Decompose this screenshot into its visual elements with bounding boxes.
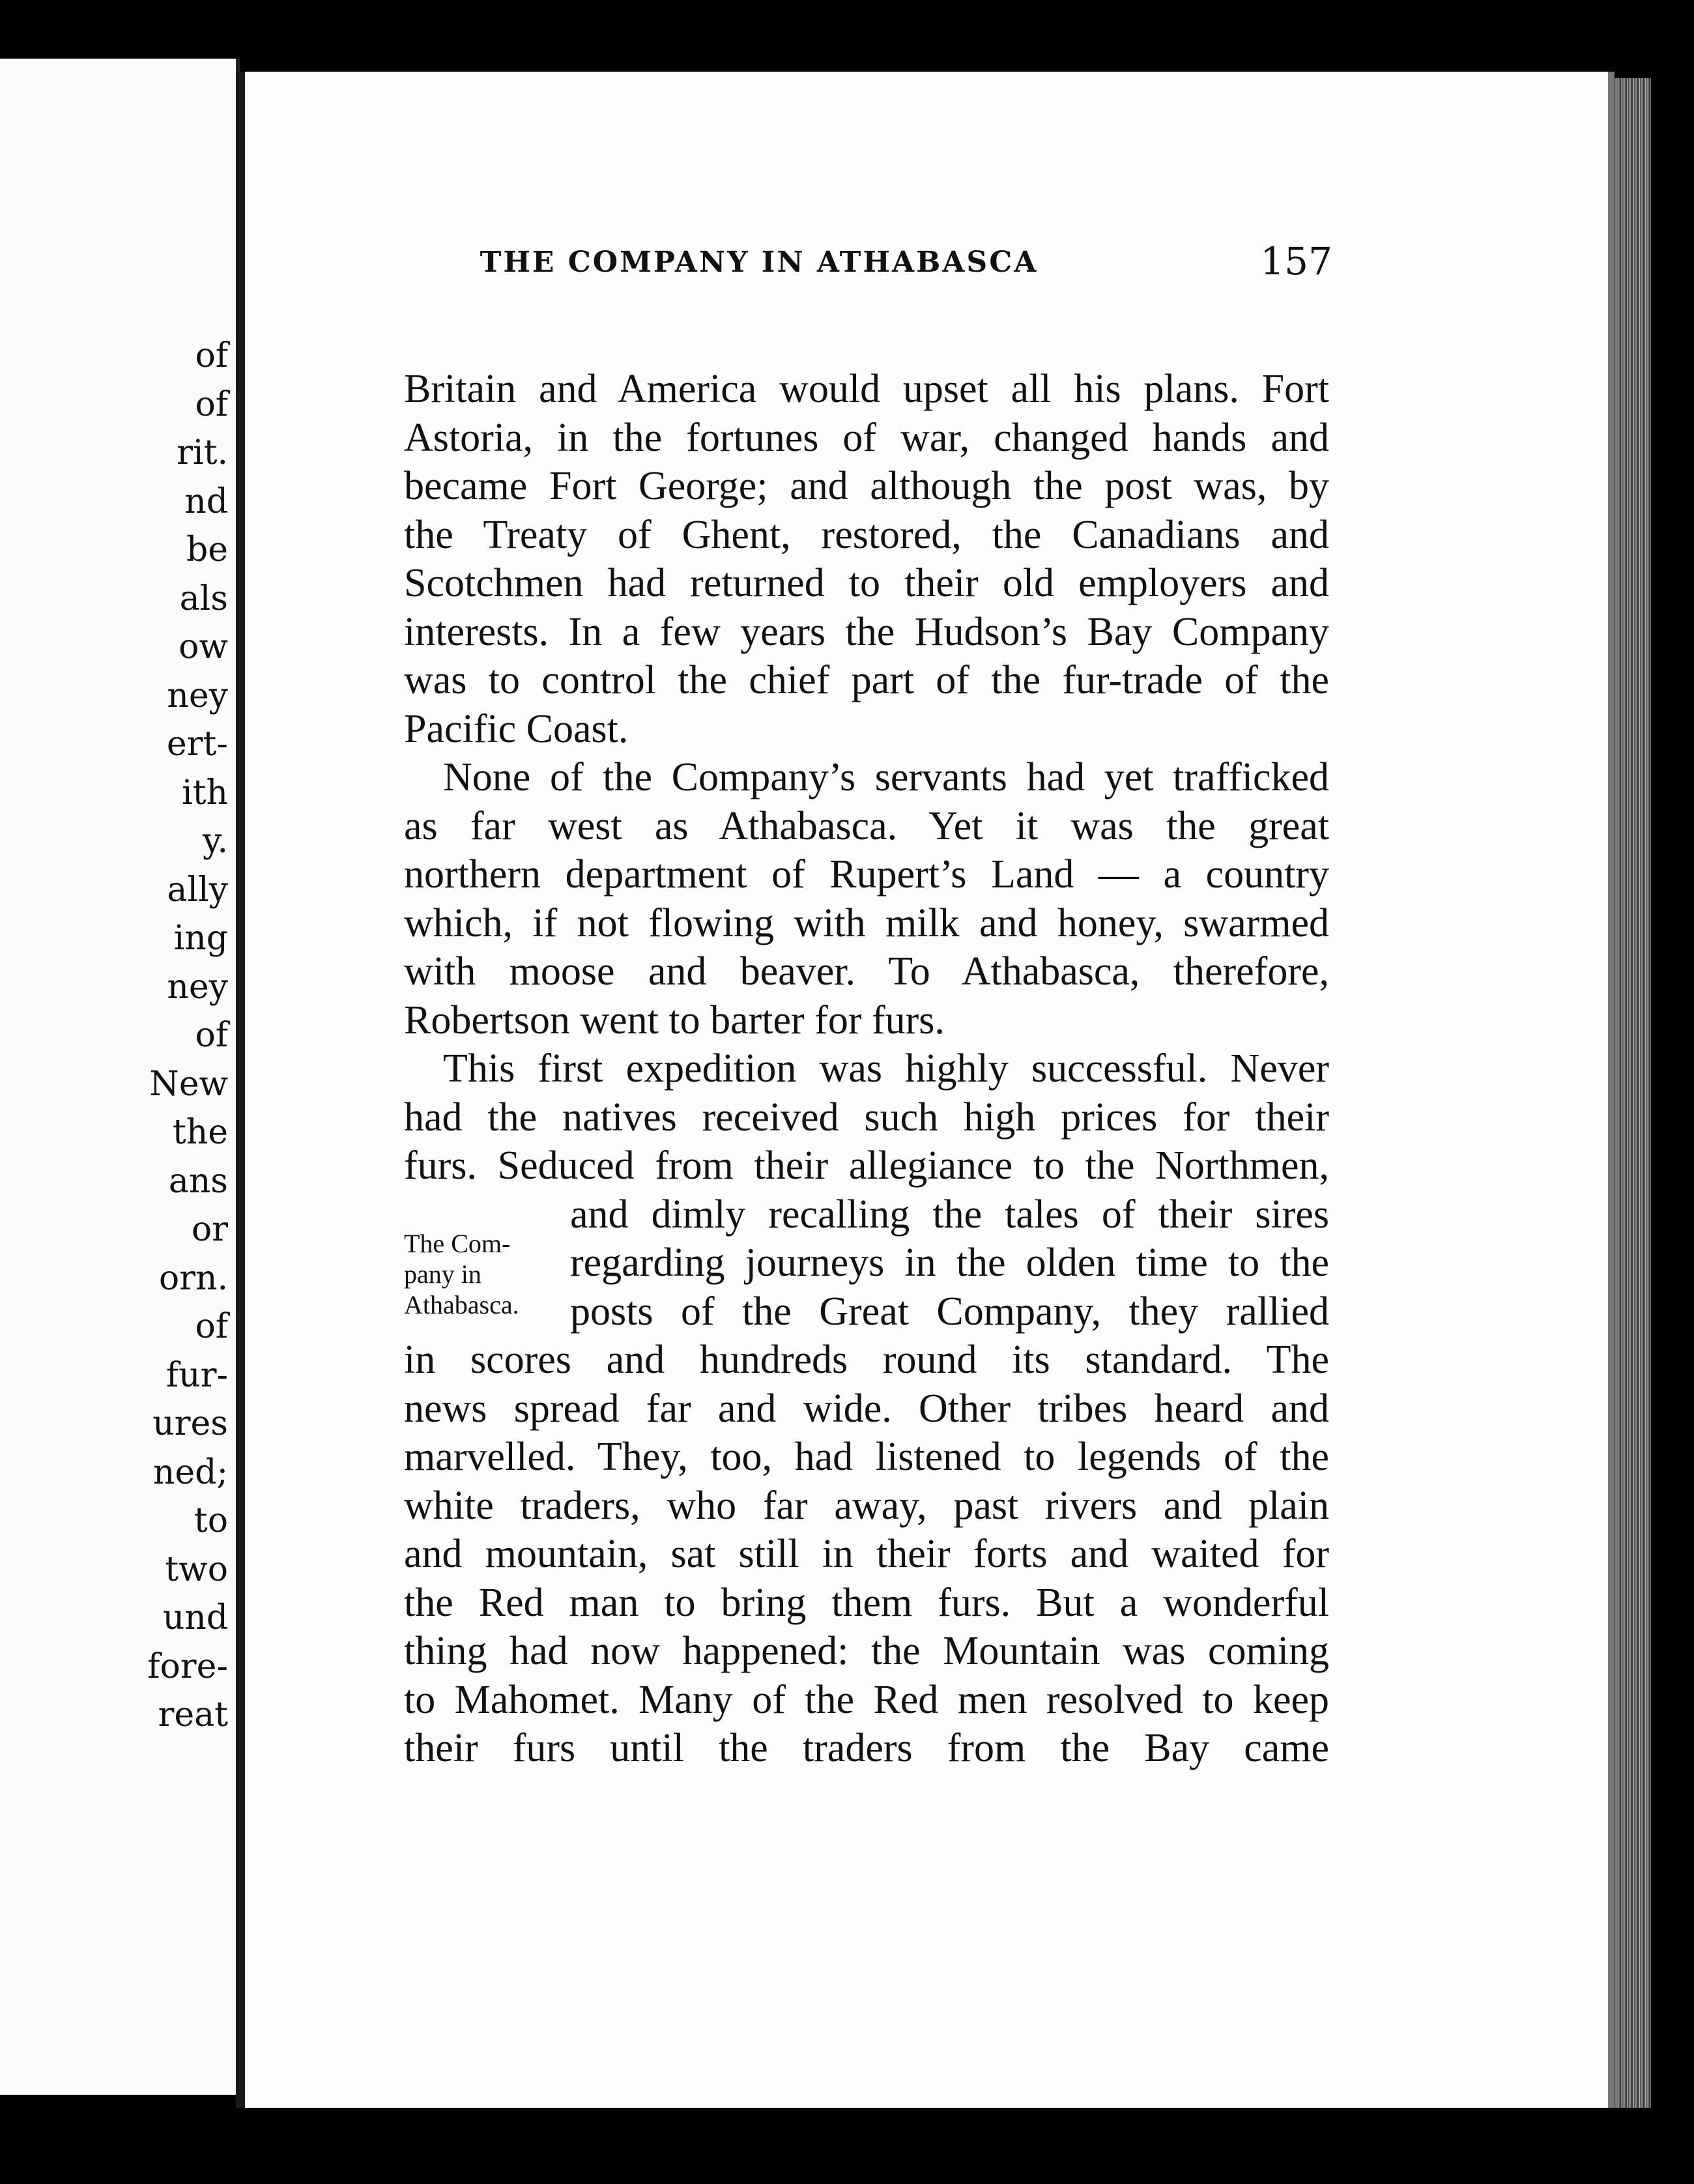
- facing-page-fragment: nd: [184, 481, 228, 521]
- margin-sidenote: [404, 1228, 547, 1320]
- facing-page-fragment: und: [162, 1598, 228, 1637]
- facing-page-fragment: ow: [179, 627, 228, 667]
- text-line: furs. Seduced from their allegiance to the Northmen,: [404, 1143, 1329, 1188]
- text-line: with moose and beaver. To Athabasca, therefore,: [404, 949, 1329, 994]
- text-line: This first expedition was highly successful. Never: [443, 1046, 1329, 1091]
- facing-page-fragment: ert-: [166, 725, 228, 764]
- sidenote-line: The Com-: [404, 1229, 511, 1258]
- facing-page-fragment: New: [149, 1064, 228, 1104]
- facing-page-fragment: ney: [167, 967, 228, 1007]
- facing-page-fragment: to: [194, 1501, 228, 1540]
- text-line: the Treaty of Ghent, restored, the Canadians and: [404, 512, 1329, 557]
- facing-page-fragment: of: [195, 1016, 228, 1055]
- facing-page-fragment: two: [165, 1549, 228, 1589]
- facing-page-fragment: of: [195, 336, 228, 375]
- facing-page-fragment: ing: [173, 919, 228, 958]
- text-line: interests. In a few years the Hudson’s Bay Company: [404, 609, 1329, 654]
- facing-page-fragment: fore-: [147, 1646, 228, 1686]
- text-line: to Mahomet. Many of the Red men resolved to keep: [404, 1677, 1329, 1722]
- text-line: as far west as Athabasca. Yet it was the great: [404, 803, 1329, 848]
- text-line: news spread far and wide. Other tribes heard and: [404, 1386, 1329, 1431]
- facing-page-fragment: the: [172, 1113, 228, 1152]
- facing-page-fragment: rit.: [177, 433, 228, 472]
- facing-page-fragment: ally: [167, 870, 228, 910]
- facing-page-fragment: be: [186, 530, 228, 569]
- facing-page-fragment: ney: [167, 676, 228, 715]
- text-line: regarding journeys in the olden time to the: [570, 1241, 1329, 1285]
- text-line: Astoria, in the fortunes of war, changed hands and: [404, 415, 1329, 460]
- facing-page-fragment: of: [195, 1307, 228, 1346]
- text-line: in scores and hundreds round its standard. The: [404, 1338, 1329, 1382]
- text-line: northern department of Rupert’s Land — a country: [404, 852, 1329, 897]
- text-line: white traders, who far away, past rivers and plain: [404, 1483, 1329, 1528]
- facing-page-fragment: ned;: [152, 1452, 228, 1492]
- text-line: was to control the chief part of the fur-trade of the: [404, 658, 1329, 702]
- sidenote-line: Athabasca.: [404, 1290, 519, 1319]
- body-text: [404, 365, 1329, 1773]
- text-line: the Red man to bring them furs. But a wonderful: [404, 1580, 1329, 1625]
- facing-page-fragment: orn.: [158, 1258, 228, 1298]
- facing-page-fragment: reat: [158, 1695, 228, 1734]
- text-line: Scotchmen had returned to their old employers and: [404, 561, 1329, 605]
- text-line: and dimly recalling the tales of their sires: [570, 1192, 1329, 1237]
- facing-page-edge: [0, 59, 240, 2095]
- facing-page-fragment: als: [179, 579, 228, 618]
- sidenote-line: pany in: [404, 1259, 481, 1289]
- text-line: Britain and America would upset all his plans. Fort: [404, 367, 1329, 411]
- facing-page-fragment: ures: [152, 1404, 228, 1443]
- text-line: and mountain, sat still in their forts and waited for: [404, 1532, 1329, 1576]
- text-line: marvelled. They, too, had listened to legends of the: [404, 1435, 1329, 1479]
- text-line: which, if not flowing with milk and honey, swarmed: [404, 900, 1329, 945]
- text-line: thing had now happened: the Mountain was coming: [404, 1629, 1329, 1673]
- running-head: [358, 238, 1332, 296]
- text-line: their furs until the traders from the Bay came: [404, 1726, 1329, 1770]
- facing-page-fragment: ans: [168, 1161, 228, 1201]
- facing-page-fragment: fur-: [165, 1355, 228, 1395]
- text-line: had the natives received such high prices for their: [404, 1095, 1329, 1140]
- facing-page-fragment: of: [195, 384, 228, 424]
- page-number: 157: [1260, 239, 1332, 283]
- facing-page-fragment: or: [191, 1210, 228, 1249]
- text-line: became Fort George; and although the post was, by: [404, 464, 1329, 508]
- facing-page-fragment: y.: [203, 822, 228, 861]
- facing-page-fragment: ith: [181, 773, 228, 812]
- text-line: None of the Company’s servants had yet trafficked: [443, 755, 1329, 799]
- running-head-title: THE COMPANY IN ATHABASCA: [480, 246, 1039, 279]
- text-line: Pacific Coast.: [404, 706, 629, 751]
- text-line: posts of the Great Company, they rallied: [570, 1289, 1329, 1334]
- text-line: Robertson went to barter for furs.: [404, 998, 945, 1042]
